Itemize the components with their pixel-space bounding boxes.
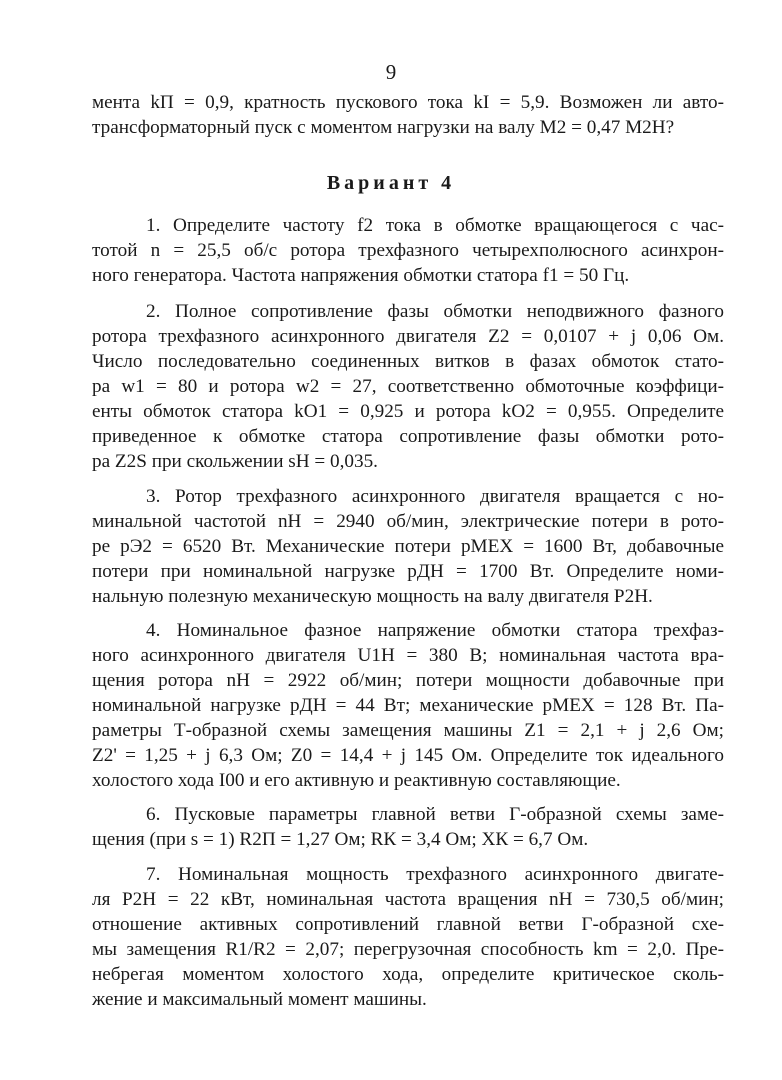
text-line: 1. Определите частоту f2 тока в обмотке вращающегося с час- <box>146 215 724 236</box>
text-line: приведенное к обмотке статора сопротивление фазы обмотки рото- <box>92 426 724 447</box>
text-line: ного асинхронного двигателя U1Н = 380 В; номинальная частота вра- <box>92 645 724 666</box>
text-line: ного генератора. Частота напряжения обмотки статора f1 = 50 Гц. <box>92 265 630 286</box>
text-line: 4. Номинальное фазное напряжение обмотки статора трехфаз- <box>146 620 724 641</box>
text-line: мы замещения R1/R2 = 2,07; перегрузочная способность km = 2,0. Пре- <box>92 939 724 960</box>
text-line: ра Z2S при скольжении sН = 0,035. <box>92 451 378 472</box>
problem-2 <box>92 299 724 474</box>
text-line: 7. Номинальная мощность трехфазного асинхронного двигате- <box>146 864 724 885</box>
problem-1 <box>92 213 724 288</box>
text-line: Z2' = 1,25 + j 6,3 Ом; Z0 = 14,4 + j 145 Ом. Определите ток идеального <box>92 745 724 766</box>
text-line: ротора трехфазного асинхронного двигателя Z2 = 0,0107 + j 0,06 Ом. <box>92 326 724 347</box>
text-line: трансформаторный пуск с моментом нагрузки на валу M2 = 0,47 M2Н? <box>92 117 675 138</box>
text-line: номинальной нагрузке pДН = 44 Вт; механические pМЕХ = 128 Вт. Па- <box>92 695 724 716</box>
text-line: енты обмоток статора kО1 = 0,925 и ротора kО2 = 0,955. Определите <box>92 401 724 422</box>
text-line: небрегая моментом холостого хода, определите критическое сколь- <box>92 964 724 985</box>
text-line: ре pЭ2 = 6520 Вт. Механические потери pМЕХ = 1600 Вт, добавочные <box>92 536 724 557</box>
text-line: потери при номинальной нагрузке pДН = 1700 Вт. Определите номи- <box>92 561 724 582</box>
text-line: щения (при s = 1) R2П = 1,27 Ом; RК = 3,4 Ом; XК = 6,7 Ом. <box>92 829 589 850</box>
text-line: холостого хода I00 и его активную и реактивную составляющие. <box>92 770 621 791</box>
text-line: мента kП = 0,9, кратность пускового тока kI = 5,9. Возможен ли авто- <box>92 92 724 113</box>
text-line: ра w1 = 80 и ротора w2 = 27, соответственно обмоточные коэффици- <box>92 376 724 397</box>
text-line: отношение активных сопротивлений главной ветви Г-образной схе- <box>92 914 724 935</box>
problem-7 <box>92 862 724 1012</box>
problem-4 <box>92 618 724 793</box>
text-line: щения ротора nН = 2922 об/мин; потери мощности добавочные при <box>92 670 724 691</box>
text-line: жение и максимальный момент машины. <box>92 989 427 1010</box>
problem-3 <box>92 484 724 609</box>
text-line: ля P2Н = 22 кВт, номинальная частота вращения nН = 730,5 об/мин; <box>92 889 724 910</box>
text-line: минальной частотой nН = 2940 об/мин, электрические потери в рото- <box>92 511 724 532</box>
page-number: 9 <box>385 60 397 84</box>
problem-6 <box>92 802 724 852</box>
text-line: раметры Т-образной схемы замещения машины Z1 = 2,1 + j 2,6 Ом; <box>92 720 724 741</box>
text-line: Число последовательно соединенных витков в фазах обмоток стато- <box>92 351 724 372</box>
text-line: тотой n = 25,5 об/с ротора трехфазного четырехполюсного асинхрон- <box>92 240 724 261</box>
variant-heading: Вариант 4 <box>326 172 456 194</box>
text-line: 6. Пусковые параметры главной ветви Г-образной схемы заме- <box>146 804 724 825</box>
text-line: 3. Ротор трехфазного асинхронного двигателя вращается с но- <box>146 486 724 507</box>
intro-paragraph <box>92 90 724 140</box>
text-line: нальную полезную механическую мощность на валу двигателя P2Н. <box>92 586 653 607</box>
text-line: 2. Полное сопротивление фазы обмотки неподвижного фазного <box>146 301 724 322</box>
